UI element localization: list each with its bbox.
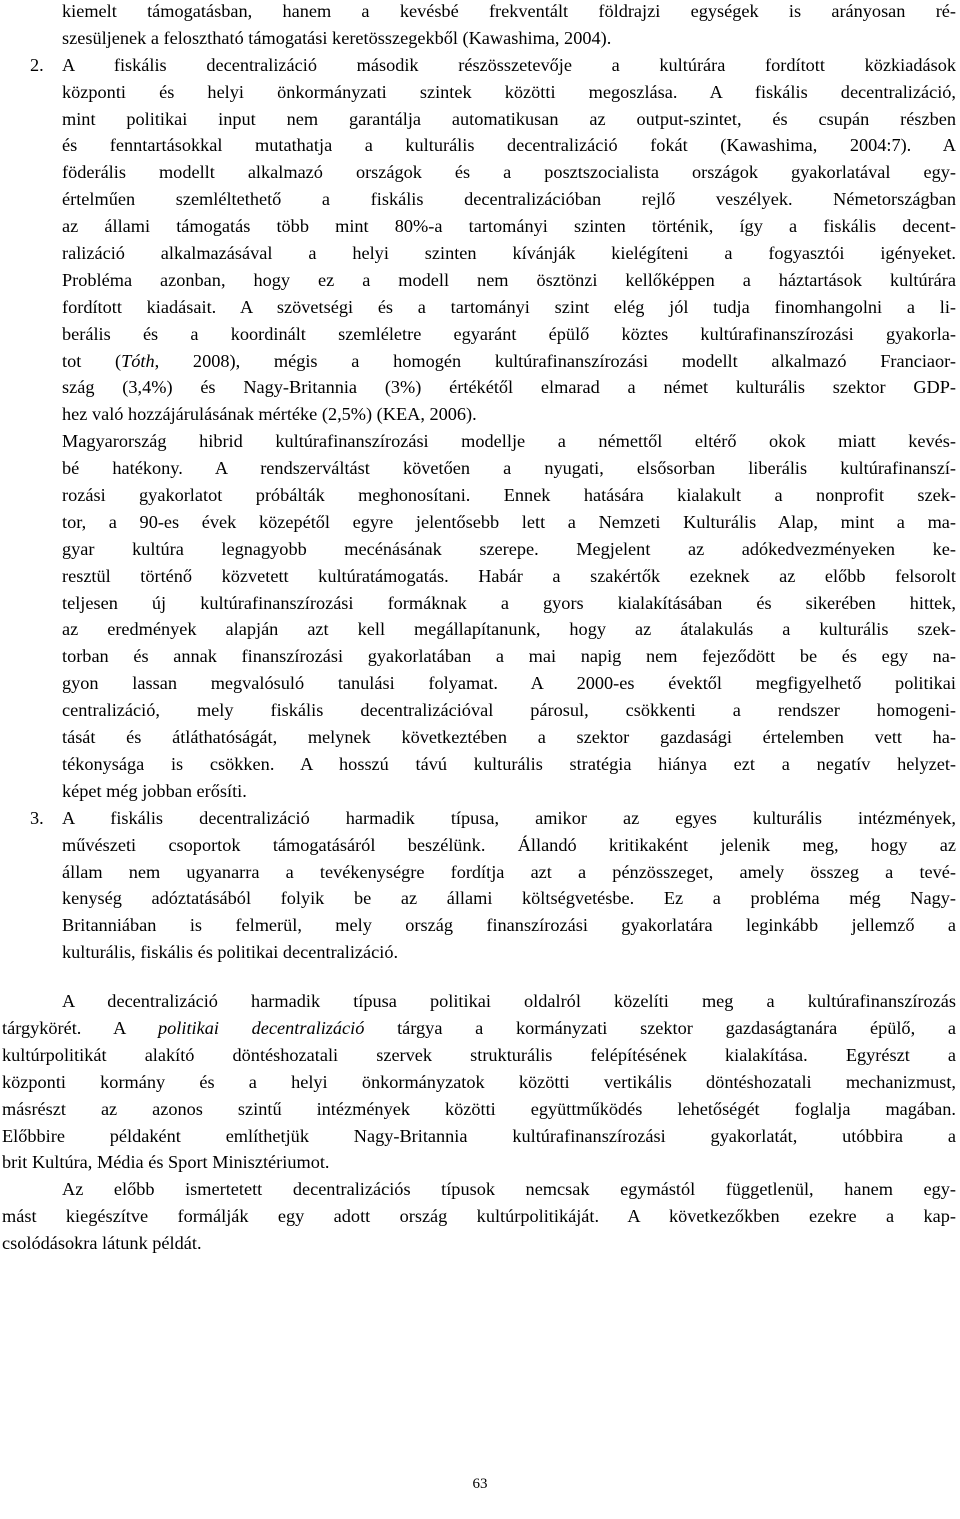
text-line: tor, a 90-es évek közepétől egyre jelentősebb lett a Nemzeti Kulturális Alap, mint a ma- (62, 511, 956, 532)
text-line: A fiskális decentralizáció második részösszetevője a kultúrára fordított közkiadások (62, 54, 956, 75)
text-line: centralizáció, mely fiskális decentralizációval párosul, csökkenti a rendszer homogeni- (62, 700, 956, 721)
text-line: berális és a koordinált szemléletre egyaránt épülő köztes kultúrafinanszírozási gyakorla- (62, 323, 956, 344)
paragraph-summary (2, 1176, 956, 1257)
text-line: művészeti csoportok támogatásáról beszélünk. Állandó kritikaként jelenik meg, hogy az (62, 834, 956, 855)
text-line: mint politikai input nem garantálja automatikusan az output-szintet, és csupán részben (62, 108, 956, 129)
text-line: másrészt az azonos szintű intézmények közötti együttműködés lehetőségét foglalja magában. (2, 1098, 956, 1119)
text-line: Magyarország hibrid kultúrafinanszírozási modellje a némettől eltérő okok miatt kevés- (62, 431, 956, 452)
text-line: szág (3,4%) és Nagy-Britannia (3%) értékétől elmarad a német kulturális szektor GDP- (62, 377, 956, 398)
paragraph-gap (2, 966, 956, 988)
text-line: gyar kultúra legnagyobb mecénásának szerepe. Megjelent az adókedvezményeken ke- (62, 538, 956, 559)
list-item-2 (2, 52, 956, 805)
text-line: tását és átláthatóságát, melynek következtében a szektor gazdasági értelemben vett ha- (62, 727, 956, 748)
text-line: bé hatékony. A rendszerváltást követően a nyugati, elsősorban liberális kultúrafinanszí- (62, 458, 956, 479)
text-line: kiemelt támogatásban, hanem a kevésbé frekventált földrajzi egységek is arányosan ré- (62, 1, 956, 21)
text-line: képet még jobban erősíti. (62, 780, 247, 801)
text-line: szesüljenek a felosztható támogatási keretösszegekből (Kawashima, 2004). (62, 27, 612, 48)
text-line: értelműen szemléltethető a fiskális decentralizációban rejlő veszélyek. Németországban (62, 189, 956, 210)
italic-term: politikai decentralizáció (158, 1017, 365, 1038)
text-line (2, 805, 956, 832)
text-line (2, 348, 956, 375)
text-line: gyon lassan megvalósuló tanulási folyamat. A 2000-es évektől megfigyelhető politikai (62, 673, 956, 694)
text-line: az állami támogatás több mint 80%-a tartományi szinten történik, így a fiskális decent- (62, 216, 956, 237)
text-line: központi és helyi önkormányzati szintek közötti megoszlása. A fiskális decentralizáció, (62, 81, 956, 102)
text-fragment: tárgykörét. A (2, 1017, 158, 1038)
text-line: torban és annak finanszírozási gyakorlatában a mai napig nem fejeződött be és egy na- (62, 646, 956, 667)
text-line: ralizáció alkalmazásával a helyi szinten kívánják kielégíteni a fogyasztói igényeket. (62, 243, 956, 264)
text-line: fordított kiadásait. A szövetségi és a tartományi szint elég jól tudja finomhangolni a li- (62, 296, 956, 317)
text-line: hez való hozzájárulásának mértéke (2,5%) (KEA, 2006). (62, 404, 477, 425)
text-line (2, 52, 956, 79)
list-number: 3. (30, 807, 44, 828)
paragraph-political-decentralization (2, 988, 956, 1176)
text-line: csolódásokra látunk példát. (2, 1233, 202, 1254)
text-line: brit Kultúra, Média és Sport Minisztériumot. (2, 1152, 330, 1173)
text-line: központi kormány és a helyi önkormányzatok közötti vertikális döntéshozatali mechanizmust, (2, 1071, 956, 1092)
text-line (2, 1015, 956, 1042)
page-content (2, 0, 956, 1257)
list-item-3 (2, 805, 956, 966)
text-line: tékonysága is csökken. A hosszú távú kulturális stratégia hiánya ezt a negatív helyzet- (62, 753, 956, 774)
text-line: föderális modellt alkalmazó országok és a posztszocialista országok gyakorlatával egy- (62, 162, 956, 183)
text-fragment: tot ( (62, 350, 122, 371)
text-line: Probléma azonban, hogy ez a modell nem ösztönzi kellőképpen a háztartások kultúrára (62, 269, 956, 290)
list-number: 2. (30, 54, 44, 75)
page-number: 63 (472, 1476, 488, 1492)
text-line: resztül történő közvetett kultúratámogatás. Habár a szakértők ezeknek az előbb felsorolt (62, 565, 956, 586)
text-line: teljesen új kultúrafinanszírozási formáknak a gyors kialakításában és sikerében hittek, (62, 592, 956, 613)
text-line: állam nem ugyanarra a tevékenységre fordítja azt a pénzösszeget, amely összeg a tevé- (62, 861, 956, 882)
text-fragment: , 2008), mégis a homogén kultúrafinanszírozási modellt alkalmazó Franciaor- (154, 350, 956, 371)
text-line: rozási gyakorlatot próbálták meghonosítani. Ennek hatására kialakult a nonprofit szek- (62, 485, 956, 506)
italic-citation: Tóth (121, 350, 155, 371)
text-line: és fenntartásokkal mutathatja a kulturális decentralizáció fokát (Kawashima, 2004:7). A (62, 135, 956, 156)
text-line: Britanniában is felmerül, mely ország finanszírozási gyakorlatára leginkább jellemző a (62, 915, 956, 936)
text-line: kenység adóztatásából folyik be az állami költségvetésbe. Ez a probléma még Nagy- (62, 888, 956, 909)
text-line: az eredmények alapján azt kell megállapítanunk, hogy az átalakulás a kulturális szek- (62, 619, 956, 640)
text-line: Előbbire példaként említhetjük Nagy-Britannia kultúrafinanszírozási gyakorlatát, utóbbira a (2, 1125, 956, 1146)
text-line: kultúrpolitikát alakító döntéshozatali szervek strukturális felépítésének kialakítása. Egyrészt a (2, 1044, 956, 1065)
text-line: A decentralizáció harmadik típusa politikai oldalról közelíti meg a kultúrafinanszírozás (62, 991, 956, 1012)
text-line: kulturális, fiskális és politikai decentralizáció. (62, 942, 399, 963)
text-line: mást kiegészítve formálják egy adott ország kultúrpolitikáját. A következőkben ezekre a kap- (2, 1206, 956, 1227)
text-line: A fiskális decentralizáció harmadik típusa, amikor az egyes kulturális intézmények, (62, 807, 956, 828)
text-fragment: tárgya a kormányzati szektor gazdaságtanára épülő, a (364, 1017, 956, 1038)
text-line: Az előbb ismertetett decentralizációs típusok nemcsak egymástól függetlenül, hanem egy- (62, 1179, 956, 1200)
